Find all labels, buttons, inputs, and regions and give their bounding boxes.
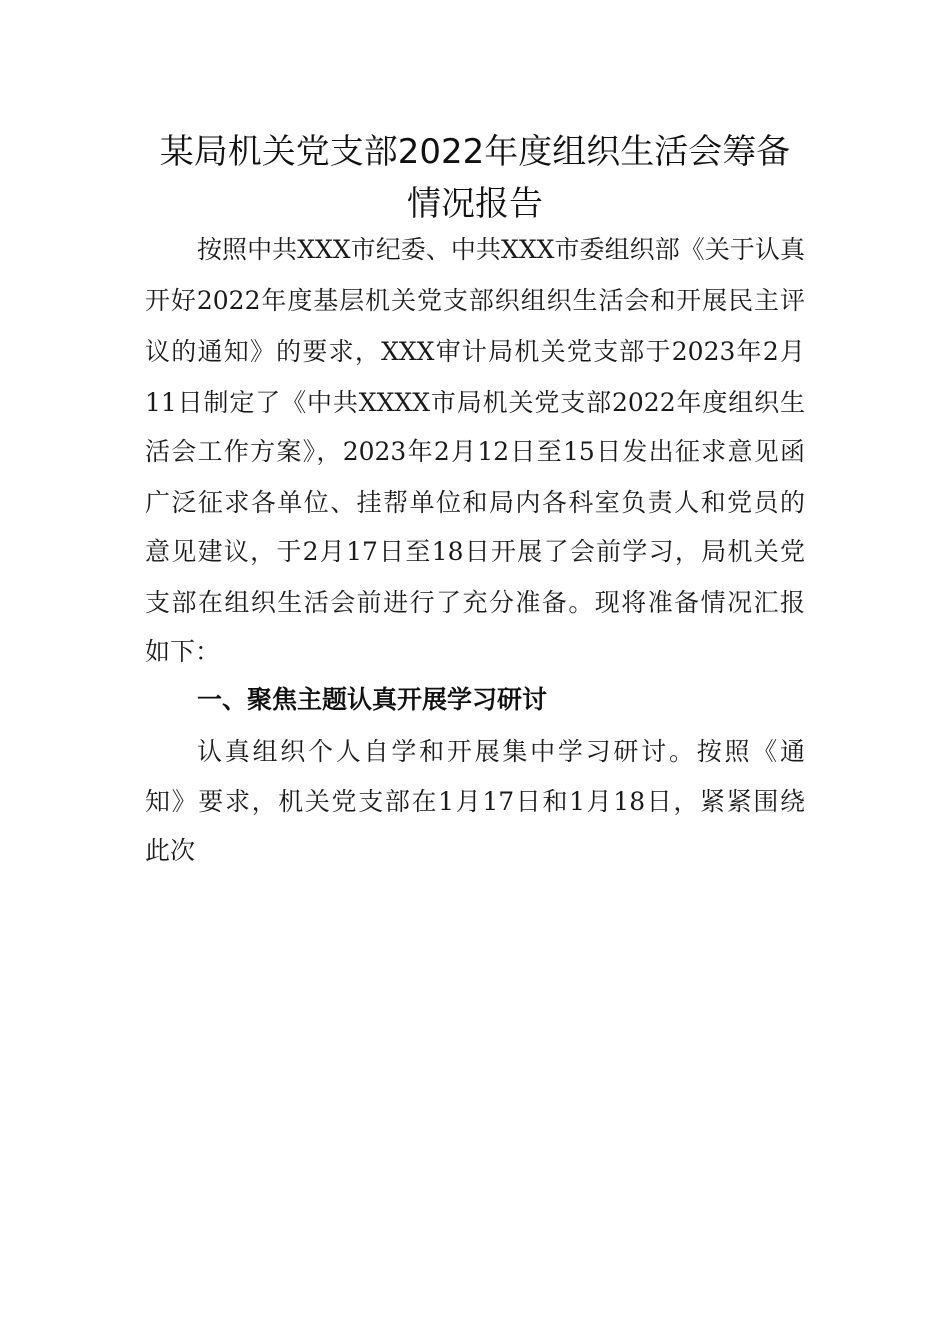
paragraph-1-line: 按照中共XXX市纪委、中共XXX市委组织部《关于认真	[197, 235, 805, 264]
paragraph-2-line: 知》要求，机关党支部在1月17日和1月18日，紧紧围绕	[145, 787, 805, 816]
paragraph-2-line: 认真组织个人自学和开展集中学习研讨。按照《通	[197, 737, 805, 766]
paragraph-1-line: 开好2022年度基层机关党支部织组织生活会和开展民主评	[145, 286, 805, 315]
document-title-line-1: 某局机关党支部2022年度组织生活会筹备	[159, 132, 791, 172]
document-title-line-2: 情况报告	[407, 184, 543, 224]
section-1-heading: 一、聚焦主题认真开展学习研讨	[197, 685, 548, 714]
paragraph-2-line: 此次	[145, 836, 196, 865]
paragraph-1-line: 议的通知》的要求，XXX审计局机关党支部于2023年2月	[145, 337, 805, 366]
paragraph-1-line: 意见建议，于2月17日至18日开展了会前学习，局机关党	[145, 537, 805, 566]
paragraph-1-line: 如下：	[145, 637, 221, 666]
paragraph-1-line: 支部在组织生活会前进行了充分准备。现将准备情况汇报	[145, 588, 805, 617]
paragraph-1-line: 活会工作方案》，2023年2月12日至15日发出征求意见函	[145, 437, 805, 466]
paragraph-1-line: 广泛征求各单位、挂帮单位和局内各科室负责人和党员的	[145, 488, 805, 517]
paragraph-1-line: 11日制定了《中共XXXX市局机关党支部2022年度组织生	[145, 388, 805, 417]
